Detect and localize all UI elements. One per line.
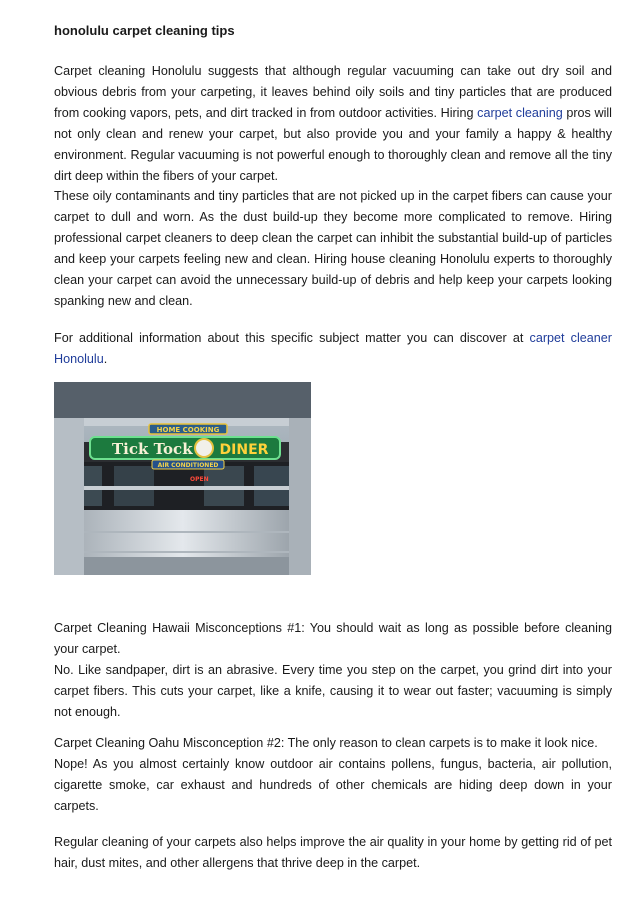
paragraph-3 — [54, 328, 612, 370]
paragraph-3-text-a: For additional information about this specific subject matter you can discover at — [54, 331, 530, 345]
paragraph-4 — [54, 618, 612, 723]
page-title: honolulu carpet cleaning tips — [54, 23, 235, 38]
misconception-2-heading: Carpet Cleaning Oahu Misconception #2: The only reason to clean carpets is to make it look nice. — [54, 736, 598, 750]
carpet-cleaner-honolulu-link[interactable]: carpet cleaner Honolulu — [54, 331, 612, 366]
open-sign-text: OPEN — [190, 476, 209, 483]
carpet-cleaning-link[interactable]: carpet cleaning — [477, 106, 563, 120]
paragraph-1-text-b: pros will not only clean and renew your carpet, but also provide you and your family a happy & healthy environment. Regular vacuuming is not powerful enough to thoroughly clean and remove all the tiny dirt deep within the fibers of your carpet. — [54, 106, 612, 183]
diner-photo-illustration — [54, 382, 311, 575]
paragraph-5 — [54, 733, 612, 817]
paragraph-2: These oily contaminants and tiny particles that are not picked up in the carpet fibers can cause your carpet to dull and worn. As the dust build-up they become more complicated to remove. Hiring professional carpet cleaners to deep clean the carpet can inhibit the substantial build-up of particles and keep your carpets feeling new and clean. Hiring house cleaning Honolulu experts to thoroughly clean your carpet can avoid the unnecessary build-up of debris and help keep your carpets looking spanking new and clean. — [54, 189, 612, 308]
paragraph-6: Regular cleaning of your carpets also helps improve the air quality in your home by getting rid of pet hair, dust mites, and other allergens that thrive deep in the carpet. — [54, 835, 612, 870]
paragraph-3-text-b: . — [103, 352, 108, 366]
paragraph-1 — [54, 61, 612, 187]
sign-top-text: HOME COOKING — [156, 426, 220, 434]
paragraph-1-text-a: Carpet cleaning Honolulu suggests that although regular vacuuming can take out dry soil and obvious debris from your carpeting, it leaves behind oily soils and tiny particles that are produced from cooking vapors, pets, and dirt tracked in from outdoor activities. Hiring — [54, 64, 612, 120]
sign-main-right-text: DINER — [219, 442, 269, 458]
sign-main-left-text: Tick Tock — [112, 440, 193, 458]
misconception-1-answer: No. Like sandpaper, dirt is an abrasive. Every time you step on the carpet, you grind dirt into your carpet fibers. This cuts your carpet, like a knife, causing it to wear out faster; vacuuming is simply not enough. — [54, 663, 612, 719]
misconception-2-answer: Nope! As you almost certainly know outdoor air contains pollens, fungus, bacteria, air pollution, cigarette smoke, car exhaust and hundreds of other chemicals are hiding deep down in your carpets. — [54, 757, 612, 813]
diner-photo — [54, 382, 311, 575]
sign-bottom-text: AIR CONDITIONED — [157, 462, 219, 469]
misconception-1-heading: Carpet Cleaning Hawaii Misconceptions #1: You should wait as long as possible before cleaning your carpet. — [54, 621, 612, 656]
